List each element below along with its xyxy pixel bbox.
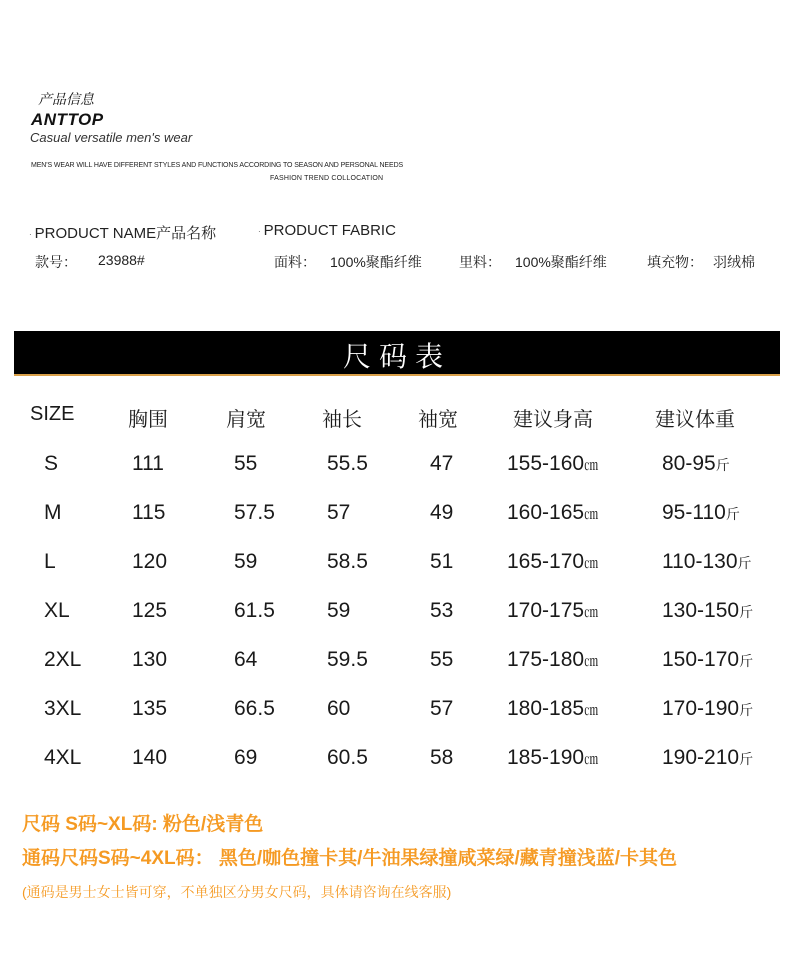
cell-sleeve-width-value: 47 (430, 452, 454, 475)
cell-sleeve-width (430, 550, 453, 574)
header-shoulder: 肩宽 (226, 409, 266, 431)
cell-sleeve-length-value: 58.5 (327, 550, 368, 573)
brand-description: MEN'S WEAR WILL HAVE DIFFERENT STYLES AND FUNCTIONS ACCORDING TO SEASON AND PERSONAL NEEDS (31, 162, 404, 169)
cell-height-value: 175-180 (507, 648, 585, 671)
cell-size-value: 2XL (44, 648, 82, 671)
cell-height (507, 452, 598, 476)
cell-weight (662, 648, 753, 672)
cell-chest-value: 135 (132, 697, 168, 720)
header-sleeve-width: 袖宽 (418, 409, 458, 431)
note-size-colors: 尺码 S码~XL码: 粉色/浅青色 (22, 814, 264, 835)
cell-shoulder (234, 550, 257, 574)
cell-sleeve-length (327, 746, 368, 770)
cell-weight-unit: 斤 (737, 555, 752, 571)
header-weight: 建议体重 (655, 409, 735, 431)
cell-chest-value: 111 (132, 452, 164, 475)
cell-height (507, 599, 598, 623)
cell-sleeve-length (327, 599, 350, 623)
note-unisex-colors: 通码尺码S码~4XL码： 黑色/咖色撞卡其/牛油果绿撞咸菜绿/藏青撞浅蓝/卡其色 (22, 848, 678, 869)
cell-chest-value: 130 (132, 648, 168, 671)
note-unisex-explanation: (通码是男士女士皆可穿，不单独区分男女尺码，具体请咨询在线客服) (22, 884, 452, 900)
cell-sleeve-length (327, 648, 368, 672)
cell-weight-unit: 斤 (715, 457, 730, 473)
cell-height-unit: ㎝ (584, 604, 599, 620)
cell-height-unit: ㎝ (584, 702, 599, 718)
cell-height (507, 550, 598, 574)
cell-height (507, 501, 598, 525)
cell-size-value: L (44, 550, 56, 573)
header-sleeve-length: 袖长 (322, 409, 362, 431)
cell-sleeve-length (327, 550, 368, 574)
cell-sleeve-length-value: 60 (327, 697, 351, 720)
cell-sleeve-length (327, 501, 350, 525)
cell-height-unit: ㎝ (584, 555, 599, 571)
cell-shoulder (234, 697, 275, 721)
cell-shoulder-value: 57.5 (234, 501, 275, 524)
cell-sleeve-width (430, 599, 453, 623)
cell-sleeve-width-value: 51 (430, 550, 454, 573)
cell-shoulder-value: 61.5 (234, 599, 275, 622)
cell-sleeve-length-value: 59.5 (327, 648, 368, 671)
cell-size (44, 648, 81, 672)
cell-shoulder-value: 66.5 (234, 697, 275, 720)
cell-weight-value: 150-170 (662, 648, 740, 671)
cell-weight-unit: 斤 (739, 702, 754, 718)
cell-sleeve-width-value: 58 (430, 746, 454, 769)
bullet-icon: · (29, 229, 32, 239)
cell-weight-value: 95-110 (662, 501, 726, 524)
cell-weight-value: 190-210 (662, 746, 740, 769)
cell-size (44, 697, 81, 721)
cell-shoulder (234, 452, 257, 476)
cell-sleeve-width-value: 57 (430, 697, 454, 720)
size-chart-title: 尺码表 (342, 341, 451, 372)
cell-chest-value: 125 (132, 599, 168, 622)
cell-size (44, 550, 56, 574)
cell-weight-value: 80-95 (662, 452, 716, 475)
cell-size (44, 501, 62, 525)
cell-weight (662, 599, 753, 623)
cell-weight-unit: 斤 (739, 604, 754, 620)
cell-size (44, 599, 70, 623)
cell-shoulder (234, 501, 275, 525)
cell-sleeve-length-value: 59 (327, 599, 351, 622)
cell-sleeve-length-value: 57 (327, 501, 351, 524)
cell-weight (662, 501, 740, 525)
cell-shoulder-value: 59 (234, 550, 258, 573)
cell-chest (132, 697, 167, 721)
cell-size-value: S (44, 452, 59, 475)
cell-weight (662, 550, 752, 574)
cell-sleeve-width (430, 452, 453, 476)
cell-height-unit: ㎝ (584, 751, 599, 767)
cell-size-value: XL (44, 599, 70, 622)
cell-shoulder (234, 746, 257, 770)
cell-height (507, 648, 598, 672)
cell-shoulder (234, 648, 257, 672)
cell-height-unit: ㎝ (584, 506, 599, 522)
cell-sleeve-length (327, 452, 368, 476)
cell-height-value: 170-175 (507, 599, 585, 622)
cell-sleeve-width-value: 55 (430, 648, 454, 671)
cell-height-value: 185-190 (507, 746, 585, 769)
cell-shoulder-value: 69 (234, 746, 258, 769)
cell-sleeve-length-value: 55.5 (327, 452, 368, 475)
outer-fabric-label: 面料： (274, 254, 316, 270)
cell-shoulder-value: 64 (234, 648, 258, 671)
cell-chest (132, 746, 167, 770)
bullet-icon: · (258, 226, 261, 236)
cell-weight-unit: 斤 (725, 506, 740, 522)
cell-sleeve-width (430, 648, 453, 672)
cell-chest-value: 120 (132, 550, 168, 573)
cell-height (507, 746, 598, 770)
cell-chest (132, 452, 164, 476)
cell-height-value: 155-160 (507, 452, 585, 475)
header-size: SIZE (30, 403, 75, 425)
item-code-value: 23988# (98, 252, 145, 268)
cell-weight-unit: 斤 (739, 751, 754, 767)
cell-height-value: 165-170 (507, 550, 585, 573)
product-fabric-heading (258, 222, 396, 239)
cell-size (44, 746, 81, 770)
cell-height-value: 180-185 (507, 697, 585, 720)
cell-sleeve-width (430, 697, 453, 721)
cell-sleeve-length-value: 60.5 (327, 746, 368, 769)
lining-fabric-value: 100%聚酯纤维 (515, 254, 607, 270)
product-info-label: 产品信息 (38, 91, 94, 107)
cell-shoulder-value: 55 (234, 452, 258, 475)
cell-chest (132, 550, 167, 574)
size-chart-banner (14, 331, 780, 376)
cell-height (507, 697, 598, 721)
cell-weight (662, 746, 753, 770)
cell-size-value: 3XL (44, 697, 82, 720)
brand-name: ANTTOP (31, 110, 104, 129)
cell-sleeve-length (327, 697, 350, 721)
cell-height-unit: ㎝ (584, 653, 599, 669)
cell-chest (132, 599, 167, 623)
cell-shoulder (234, 599, 275, 623)
header-chest: 胸围 (128, 409, 168, 431)
cell-chest-value: 140 (132, 746, 168, 769)
cell-weight (662, 697, 753, 721)
cell-chest (132, 648, 167, 672)
product-fabric-heading-text: PRODUCT FABRIC (263, 222, 396, 239)
lining-fabric-label: 里料： (459, 254, 501, 270)
outer-fabric-value: 100%聚酯纤维 (330, 254, 422, 270)
cell-sleeve-width-value: 49 (430, 501, 454, 524)
cell-weight (662, 452, 730, 476)
cell-height-unit: ㎝ (584, 457, 599, 473)
cell-weight-value: 170-190 (662, 697, 740, 720)
cell-height-value: 160-165 (507, 501, 585, 524)
item-code-label: 款号： (35, 254, 77, 270)
cell-chest (132, 501, 165, 525)
header-height: 建议身高 (513, 409, 593, 431)
cell-weight-value: 110-130 (662, 550, 738, 573)
cell-sleeve-width-value: 53 (430, 599, 454, 622)
cell-sleeve-width (430, 501, 453, 525)
filling-label: 填充物： (647, 254, 703, 270)
cell-size-value: 4XL (44, 746, 82, 769)
cell-chest-value: 115 (132, 501, 166, 524)
cell-sleeve-width (430, 746, 453, 770)
cell-size-value: M (44, 501, 62, 524)
cell-size (44, 452, 58, 476)
brand-subdescription: FASHION TREND COLLOCATION (270, 175, 384, 182)
cell-weight-unit: 斤 (739, 653, 754, 669)
product-name-heading-text: PRODUCT NAME产品名称 (34, 225, 217, 242)
cell-weight-value: 130-150 (662, 599, 740, 622)
product-name-heading (29, 222, 216, 243)
brand-tagline: Casual versatile men's wear (30, 130, 193, 145)
filling-value: 羽绒棉 (713, 254, 755, 270)
